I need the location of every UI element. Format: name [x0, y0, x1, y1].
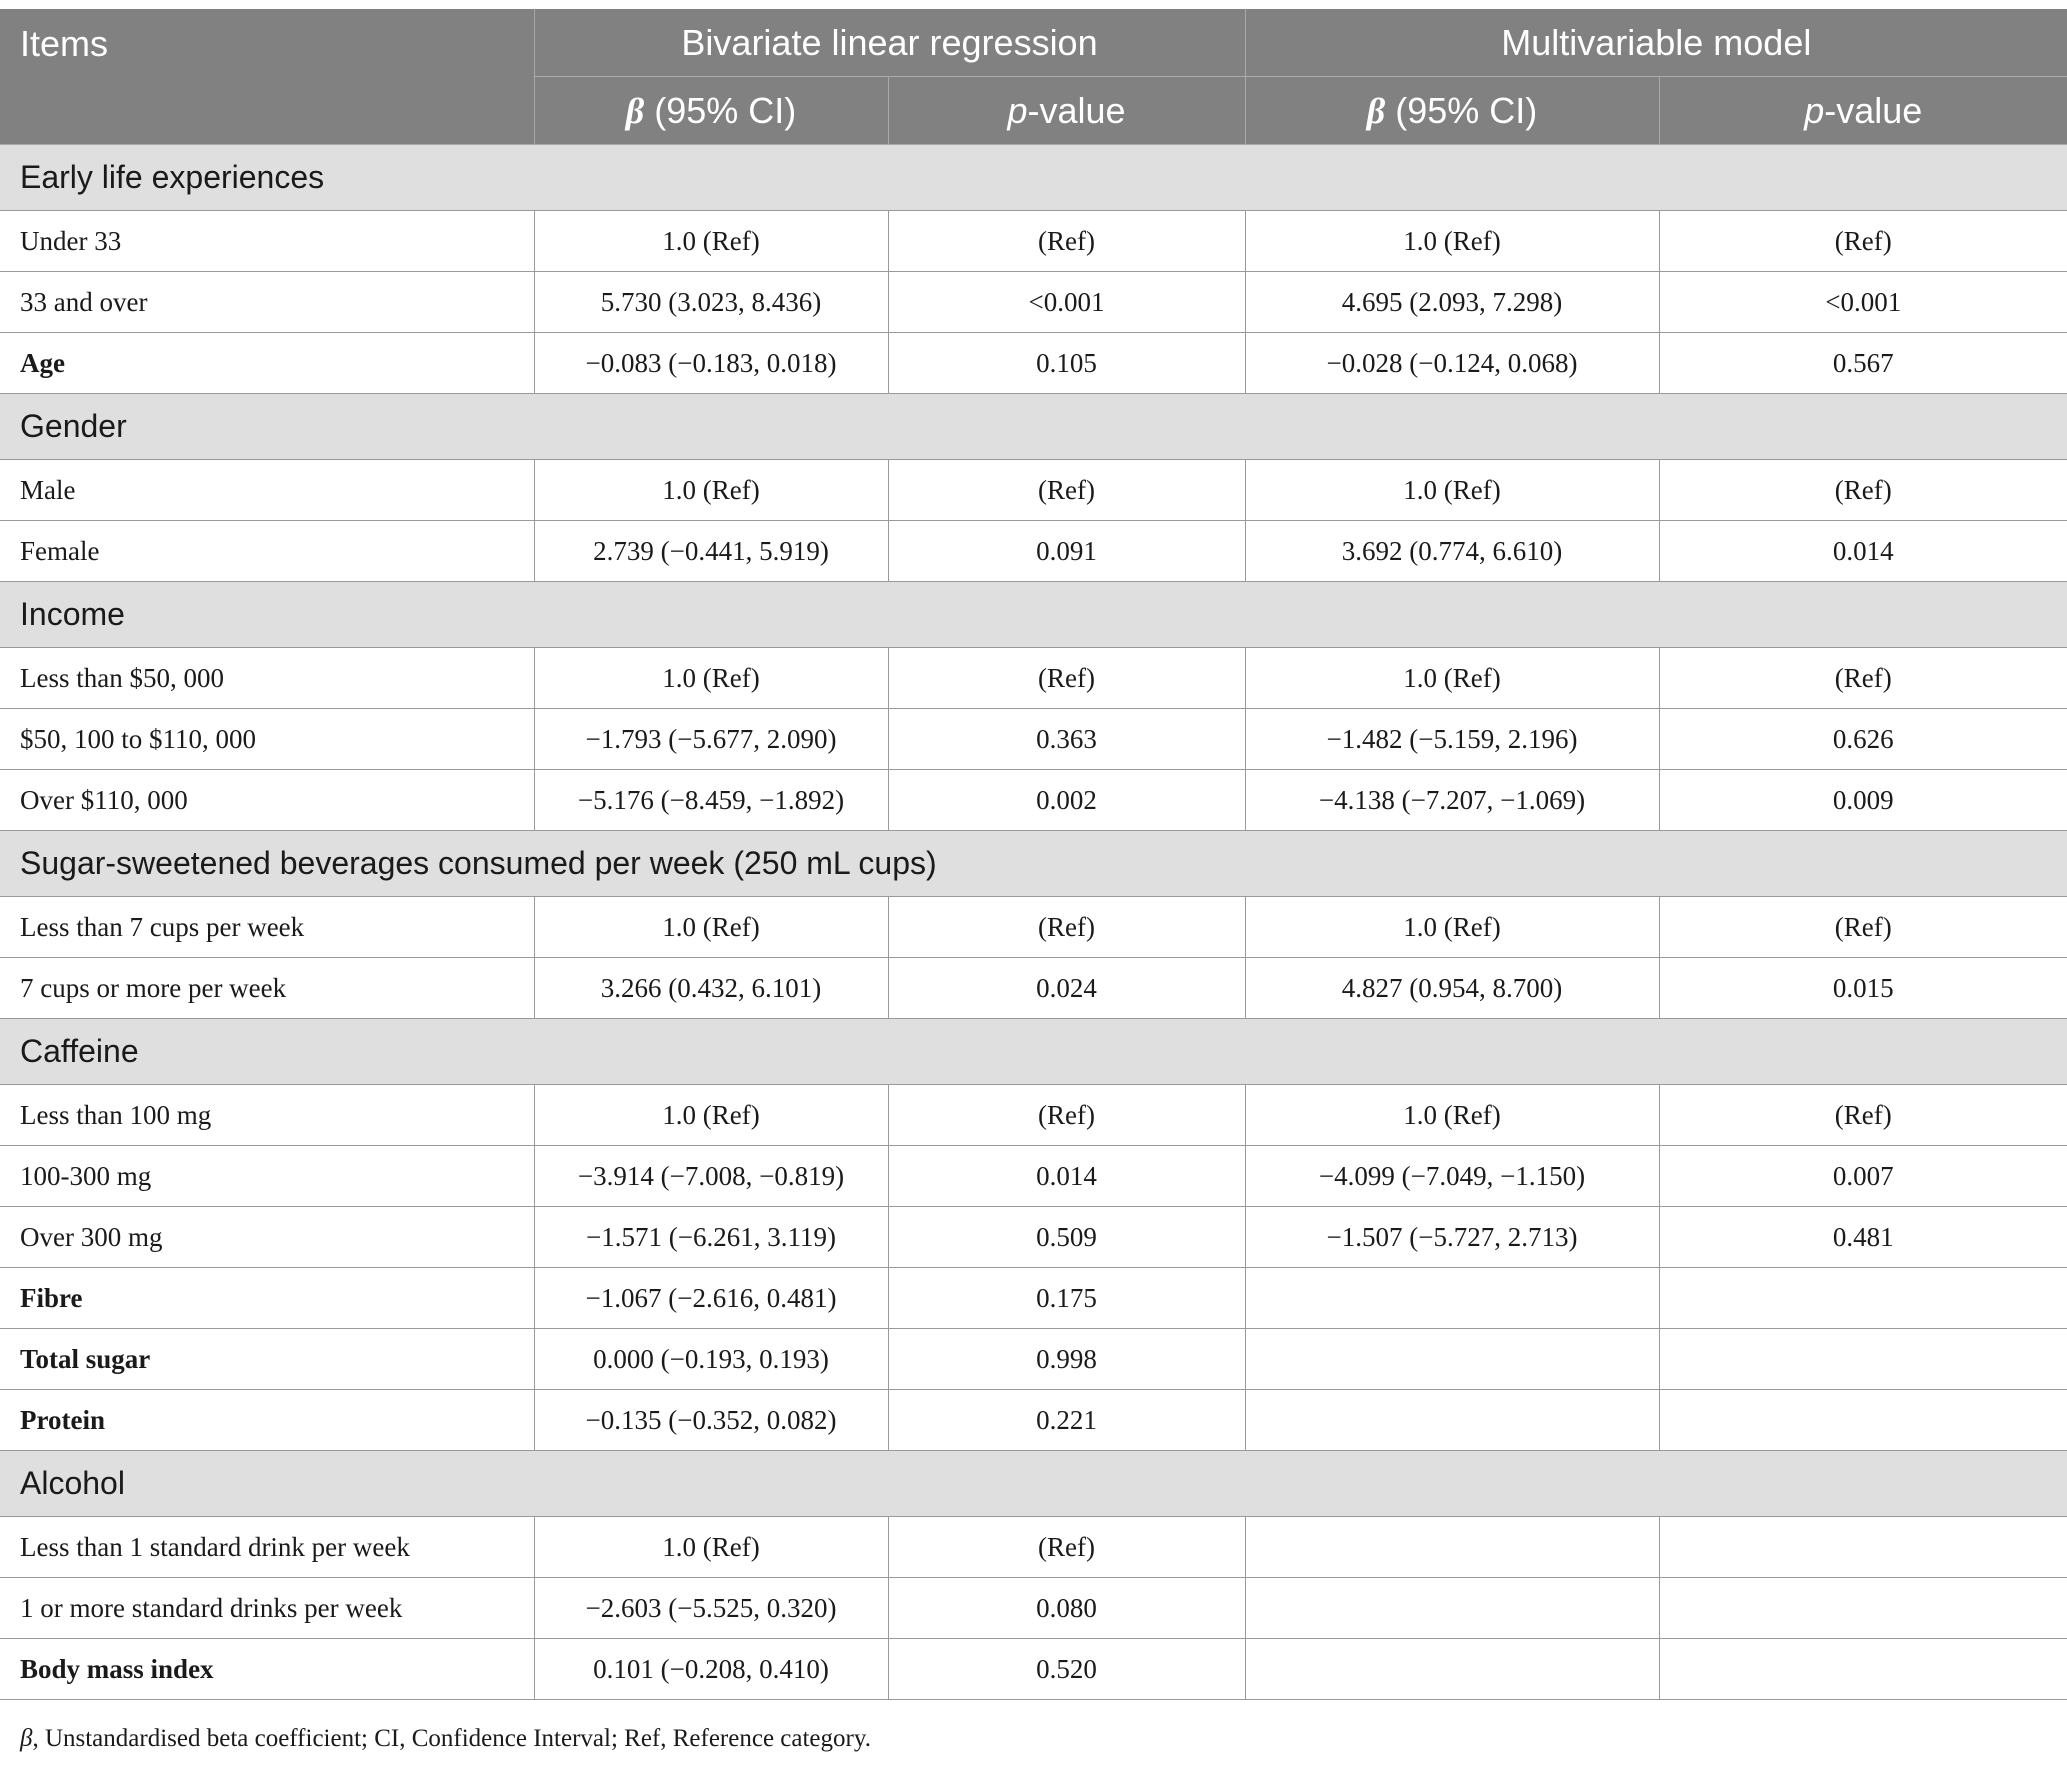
- table-row: [0, 1390, 2067, 1451]
- header-beta-ci-bivariate: β (95% CI): [534, 77, 888, 145]
- bivariate-beta-ci: −1.793 (−5.677, 2.090): [534, 709, 888, 770]
- bivariate-beta-ci: −1.571 (−6.261, 3.119): [534, 1207, 888, 1268]
- bivariate-beta-ci: −3.914 (−7.008, −0.819): [534, 1146, 888, 1207]
- multivariable-beta-ci: [1245, 1390, 1659, 1451]
- bivariate-beta-ci: 1.0 (Ref): [534, 460, 888, 521]
- bivariate-p-value: 0.363: [888, 709, 1245, 770]
- multivariable-beta-ci: 1.0 (Ref): [1245, 897, 1659, 958]
- multivariable-beta-ci: [1245, 1578, 1659, 1639]
- multivariable-p-value: 0.014: [1659, 521, 2067, 582]
- multivariable-beta-ci: −0.028 (−0.124, 0.068): [1245, 333, 1659, 394]
- row-label: Less than $50, 000: [0, 648, 534, 709]
- row-label: 1 or more standard drinks per week: [0, 1578, 534, 1639]
- section-title: Income: [0, 582, 2067, 648]
- bivariate-beta-ci: 5.730 (3.023, 8.436): [534, 272, 888, 333]
- table-row: [0, 1329, 2067, 1390]
- bivariate-p-value: (Ref): [888, 1085, 1245, 1146]
- bivariate-p-value: (Ref): [888, 460, 1245, 521]
- table-row: [0, 272, 2067, 333]
- multivariable-beta-ci: −4.099 (−7.049, −1.150): [1245, 1146, 1659, 1207]
- bivariate-beta-ci: 2.739 (−0.441, 5.919): [534, 521, 888, 582]
- multivariable-p-value: [1659, 1268, 2067, 1329]
- section-title: Alcohol: [0, 1451, 2067, 1517]
- row-label: Over $110, 000: [0, 770, 534, 831]
- bivariate-p-value: 0.080: [888, 1578, 1245, 1639]
- header-bivariate: Bivariate linear regression: [534, 9, 1245, 77]
- multivariable-p-value: (Ref): [1659, 460, 2067, 521]
- table-row: [0, 521, 2067, 582]
- table-header: [0, 9, 2067, 145]
- header-pvalue-bivariate: p-value: [888, 77, 1245, 145]
- bivariate-p-value: (Ref): [888, 897, 1245, 958]
- table-row: [0, 958, 2067, 1019]
- section-row: [0, 1451, 2067, 1517]
- row-label: Over 300 mg: [0, 1207, 534, 1268]
- multivariable-p-value: 0.015: [1659, 958, 2067, 1019]
- bivariate-p-value: 0.024: [888, 958, 1245, 1019]
- bivariate-beta-ci: 0.000 (−0.193, 0.193): [534, 1329, 888, 1390]
- row-label: Fibre: [0, 1268, 534, 1329]
- bivariate-p-value: (Ref): [888, 211, 1245, 272]
- bivariate-beta-ci: 1.0 (Ref): [534, 211, 888, 272]
- bivariate-beta-ci: −5.176 (−8.459, −1.892): [534, 770, 888, 831]
- row-label: Less than 100 mg: [0, 1085, 534, 1146]
- section-row: [0, 394, 2067, 460]
- row-label: $50, 100 to $110, 000: [0, 709, 534, 770]
- table-row: [0, 460, 2067, 521]
- row-label: Female: [0, 521, 534, 582]
- regression-table: [0, 9, 2067, 1700]
- header-pvalue-multivariable: p-value: [1659, 77, 2067, 145]
- multivariable-p-value: [1659, 1639, 2067, 1700]
- table-container: [0, 9, 2067, 1700]
- multivariable-beta-ci: 1.0 (Ref): [1245, 648, 1659, 709]
- bivariate-beta-ci: 3.266 (0.432, 6.101): [534, 958, 888, 1019]
- bivariate-beta-ci: 0.101 (−0.208, 0.410): [534, 1639, 888, 1700]
- bivariate-beta-ci: 1.0 (Ref): [534, 1517, 888, 1578]
- multivariable-beta-ci: −1.507 (−5.727, 2.713): [1245, 1207, 1659, 1268]
- bivariate-p-value: 0.175: [888, 1268, 1245, 1329]
- table-body: [0, 145, 2067, 1700]
- row-label: Male: [0, 460, 534, 521]
- bivariate-p-value: <0.001: [888, 272, 1245, 333]
- row-label: Less than 7 cups per week: [0, 897, 534, 958]
- multivariable-beta-ci: 1.0 (Ref): [1245, 1085, 1659, 1146]
- bivariate-p-value: 0.221: [888, 1390, 1245, 1451]
- bivariate-p-value: 0.091: [888, 521, 1245, 582]
- bivariate-beta-ci: −1.067 (−2.616, 0.481): [534, 1268, 888, 1329]
- row-label: Protein: [0, 1390, 534, 1451]
- bivariate-p-value: (Ref): [888, 1517, 1245, 1578]
- table-row: [0, 709, 2067, 770]
- bivariate-beta-ci: 1.0 (Ref): [534, 648, 888, 709]
- multivariable-p-value: (Ref): [1659, 897, 2067, 958]
- section-row: [0, 582, 2067, 648]
- row-label: 7 cups or more per week: [0, 958, 534, 1019]
- multivariable-p-value: <0.001: [1659, 272, 2067, 333]
- bivariate-beta-ci: 1.0 (Ref): [534, 897, 888, 958]
- bivariate-p-value: (Ref): [888, 648, 1245, 709]
- bivariate-p-value: 0.014: [888, 1146, 1245, 1207]
- header-items: Items: [0, 9, 534, 145]
- section-row: [0, 831, 2067, 897]
- row-label: Body mass index: [0, 1639, 534, 1700]
- table-row: [0, 648, 2067, 709]
- section-title: Gender: [0, 394, 2067, 460]
- row-label: Under 33: [0, 211, 534, 272]
- header-row-groups: [0, 9, 2067, 77]
- multivariable-beta-ci: −1.482 (−5.159, 2.196): [1245, 709, 1659, 770]
- multivariable-p-value: (Ref): [1659, 211, 2067, 272]
- row-label: Age: [0, 333, 534, 394]
- table-row: [0, 1268, 2067, 1329]
- header-beta-ci-multivariable: β (95% CI): [1245, 77, 1659, 145]
- table-row: [0, 1639, 2067, 1700]
- multivariable-beta-ci: [1245, 1268, 1659, 1329]
- header-multivariable: Multivariable model: [1245, 9, 2067, 77]
- multivariable-p-value: [1659, 1329, 2067, 1390]
- multivariable-beta-ci: 4.827 (0.954, 8.700): [1245, 958, 1659, 1019]
- multivariable-beta-ci: 4.695 (2.093, 7.298): [1245, 272, 1659, 333]
- multivariable-p-value: 0.567: [1659, 333, 2067, 394]
- section-title: Caffeine: [0, 1019, 2067, 1085]
- multivariable-p-value: [1659, 1578, 2067, 1639]
- table-row: [0, 1578, 2067, 1639]
- section-title: Sugar-sweetened beverages consumed per week (250 mL cups): [0, 831, 2067, 897]
- footnote-text: , Unstandardised beta coefficient; CI, Confidence Interval; Ref, Reference category.: [32, 1725, 871, 1752]
- multivariable-p-value: [1659, 1390, 2067, 1451]
- multivariable-p-value: 0.007: [1659, 1146, 2067, 1207]
- multivariable-p-value: 0.626: [1659, 709, 2067, 770]
- table-row: [0, 1517, 2067, 1578]
- section-row: [0, 145, 2067, 211]
- table-row: [0, 1207, 2067, 1268]
- section-title: Early life experiences: [0, 145, 2067, 211]
- footnote-beta-symbol: β: [20, 1725, 33, 1752]
- multivariable-p-value: 0.009: [1659, 770, 2067, 831]
- row-label: 33 and over: [0, 272, 534, 333]
- multivariable-beta-ci: [1245, 1639, 1659, 1700]
- bivariate-p-value: 0.002: [888, 770, 1245, 831]
- multivariable-beta-ci: −4.138 (−7.207, −1.069): [1245, 770, 1659, 831]
- table-row: [0, 1146, 2067, 1207]
- multivariable-beta-ci: [1245, 1329, 1659, 1390]
- table-row: [0, 333, 2067, 394]
- table-footnote: [20, 1725, 871, 1753]
- row-label: Less than 1 standard drink per week: [0, 1517, 534, 1578]
- bivariate-beta-ci: −2.603 (−5.525, 0.320): [534, 1578, 888, 1639]
- bivariate-p-value: 0.105: [888, 333, 1245, 394]
- multivariable-beta-ci: 1.0 (Ref): [1245, 460, 1659, 521]
- table-row: [0, 770, 2067, 831]
- multivariable-p-value: 0.481: [1659, 1207, 2067, 1268]
- multivariable-p-value: [1659, 1517, 2067, 1578]
- table-row: [0, 211, 2067, 272]
- bivariate-beta-ci: −0.135 (−0.352, 0.082): [534, 1390, 888, 1451]
- row-label: Total sugar: [0, 1329, 534, 1390]
- multivariable-beta-ci: [1245, 1517, 1659, 1578]
- multivariable-beta-ci: 3.692 (0.774, 6.610): [1245, 521, 1659, 582]
- table-row: [0, 897, 2067, 958]
- table-row: [0, 1085, 2067, 1146]
- section-row: [0, 1019, 2067, 1085]
- row-label: 100-300 mg: [0, 1146, 534, 1207]
- bivariate-p-value: 0.520: [888, 1639, 1245, 1700]
- multivariable-beta-ci: 1.0 (Ref): [1245, 211, 1659, 272]
- multivariable-p-value: (Ref): [1659, 1085, 2067, 1146]
- bivariate-p-value: 0.509: [888, 1207, 1245, 1268]
- bivariate-beta-ci: −0.083 (−0.183, 0.018): [534, 333, 888, 394]
- multivariable-p-value: (Ref): [1659, 648, 2067, 709]
- bivariate-p-value: 0.998: [888, 1329, 1245, 1390]
- bivariate-beta-ci: 1.0 (Ref): [534, 1085, 888, 1146]
